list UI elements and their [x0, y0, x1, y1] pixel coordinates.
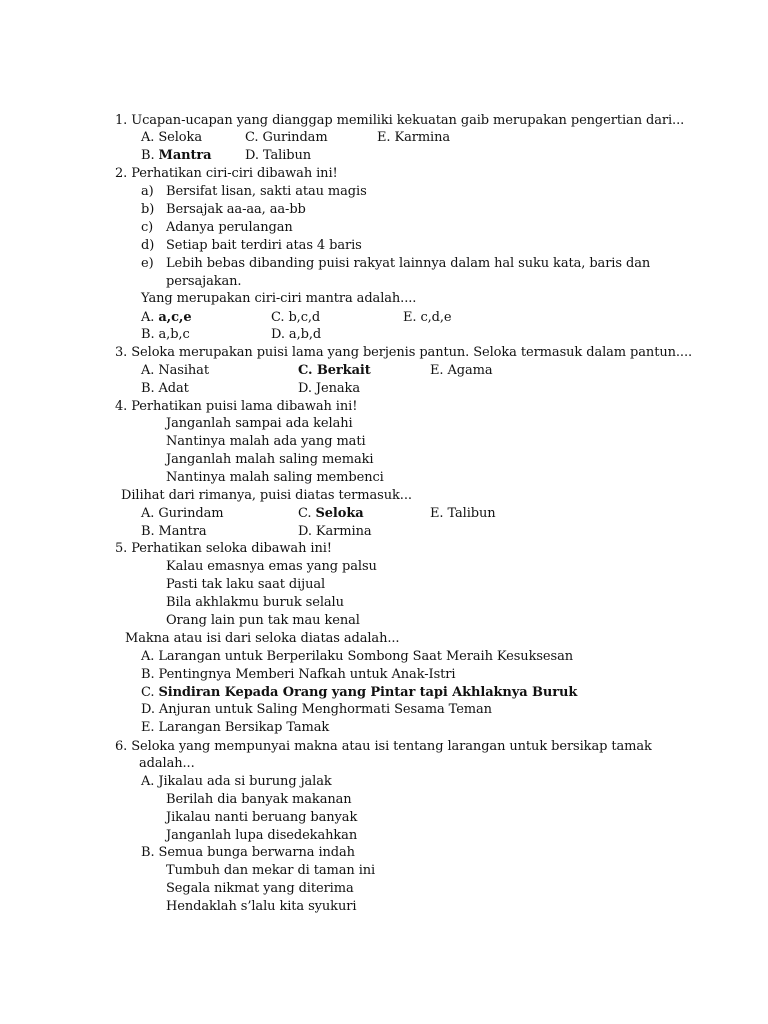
q5-answer: Sindiran Kepada Orang yang Pintar tapi Akhlaknya Buruk: [158, 685, 578, 700]
q5-stem: 5. Perhatikan seloka dibawah ini!: [115, 541, 332, 556]
q6-option-a: A. Jikalau ada si burung jalak: [141, 774, 332, 789]
q2-option-e: E. c,d,e: [403, 310, 452, 325]
q1-stem: 1. Ucapan-ucapan yang dianggap memiliki kekuatan gaib merupakan pengertian dari...: [115, 113, 685, 128]
q5-option-c: [141, 684, 577, 702]
q3-option-a: A. Nasihat: [141, 363, 209, 378]
q4-option-a: A. Gurindam: [141, 506, 224, 521]
q4-option-c: [298, 505, 364, 523]
q2-item-marker: d): [141, 238, 155, 253]
q2-option-d: D. a,b,d: [271, 327, 322, 342]
q1-option-d: D. Talibun: [245, 148, 312, 163]
q6-stem: 6. Seloka yang mempunyai makna atau isi tentang larangan untuk bersikap tamak: [115, 739, 652, 754]
q4-poem-line: Nantinya malah saling membenci: [166, 470, 384, 485]
q6-option-a-poem-line: Jikalau nanti beruang banyak: [166, 810, 358, 825]
q2-option-c: C. b,c,d: [271, 310, 321, 325]
q1-answer: Mantra: [158, 148, 212, 163]
q5-option-b: B. Pentingnya Memberi Nafkah untuk Anak-Istri: [141, 667, 456, 682]
q4-option-d: D. Karmina: [298, 524, 372, 539]
q2-item-text: Setiap bait terdiri atas 4 baris: [166, 238, 362, 253]
q3-option-c: [298, 362, 371, 380]
q5-poem-line: Kalau emasnya emas yang palsu: [166, 559, 377, 574]
q1-option-c: C. Gurindam: [245, 130, 328, 145]
q4-stem: 4. Perhatikan puisi lama dibawah ini!: [115, 399, 358, 414]
q3-answer: C. Berkait: [298, 363, 371, 378]
q2-question: Yang merupakan ciri-ciri mantra adalah....: [141, 291, 417, 306]
q2-item-text: Bersifat lisan, sakti atau magis: [166, 184, 367, 199]
q1-option-a: A. Seloka: [141, 130, 202, 145]
q1-option-b: [141, 147, 211, 165]
q2-item-text-continued: persajakan.: [166, 274, 242, 289]
q5-option-d: D. Anjuran untuk Saling Menghormati Sesama Teman: [141, 702, 492, 717]
q2-item-marker: b): [141, 202, 155, 217]
q2-item-marker: c): [141, 220, 154, 235]
q3-option-d: D. Jenaka: [298, 381, 360, 396]
q4-poem-line: Janganlah sampai ada kelahi: [166, 416, 353, 431]
q6-option-a-poem-line: Janganlah lupa disedekahkan: [166, 828, 358, 843]
q2-option-a-prefix: A.: [141, 310, 159, 325]
q3-option-e: E. Agama: [430, 363, 493, 378]
q4-question: Dilihat dari rimanya, puisi diatas termasuk...: [121, 488, 412, 503]
q5-option-c-prefix: C.: [141, 685, 159, 700]
q4-option-e: E. Talibun: [430, 506, 496, 521]
q2-stem: 2. Perhatikan ciri-ciri dibawah ini!: [115, 166, 338, 181]
q6-option-b-poem-line: Hendaklah s’lalu kita syukuri: [166, 899, 357, 914]
q4-poem-line: Nantinya malah ada yang mati: [166, 434, 366, 449]
q2-option-a: [141, 309, 192, 327]
q5-option-a: A. Larangan untuk Berperilaku Sombong Saat Meraih Kesuksesan: [141, 649, 574, 664]
q4-option-b: B. Mantra: [141, 524, 207, 539]
q5-poem-line: Pasti tak laku saat dijual: [166, 577, 326, 592]
q6-option-a-poem-line: Berilah dia banyak makanan: [166, 792, 352, 807]
q2-option-b: B. a,b,c: [141, 327, 190, 342]
q4-poem-line: Janganlah malah saling memaki: [166, 452, 374, 467]
q6-option-b: B. Semua bunga berwarna indah: [141, 845, 355, 860]
q3-option-b: B. Adat: [141, 381, 189, 396]
q6-option-b-poem-line: Segala nikmat yang diterima: [166, 881, 354, 896]
q5-poem-line: Orang lain pun tak mau kenal: [166, 613, 360, 628]
q4-answer: Seloka: [315, 506, 364, 521]
q1-option-b-prefix: B.: [141, 148, 159, 163]
q6-option-b-poem-line: Tumbuh dan mekar di taman ini: [166, 863, 376, 878]
q2-item-text: Adanya perulangan: [166, 220, 293, 235]
q1-option-e: E. Karmina: [377, 130, 451, 145]
q5-poem-line: Bila akhlakmu buruk selalu: [166, 595, 344, 610]
q2-item-text: Bersajak aa-aa, aa-bb: [166, 202, 306, 217]
q3-stem: 3. Seloka merupakan puisi lama yang berjenis pantun. Seloka termasuk dalam pantun....: [115, 345, 693, 360]
q2-answer: a,c,e: [158, 310, 192, 325]
q6-stem-continued: adalah...: [139, 756, 195, 771]
q5-question: Makna atau isi dari seloka diatas adalah...: [125, 631, 400, 646]
q5-option-e: E. Larangan Bersikap Tamak: [141, 720, 330, 735]
q2-item-marker: a): [141, 184, 154, 199]
q2-item-text: Lebih bebas dibanding puisi rakyat lainnya dalam hal suku kata, baris dan: [166, 256, 651, 271]
q4-option-c-prefix: C.: [298, 506, 316, 521]
q2-item-marker: e): [141, 256, 154, 271]
